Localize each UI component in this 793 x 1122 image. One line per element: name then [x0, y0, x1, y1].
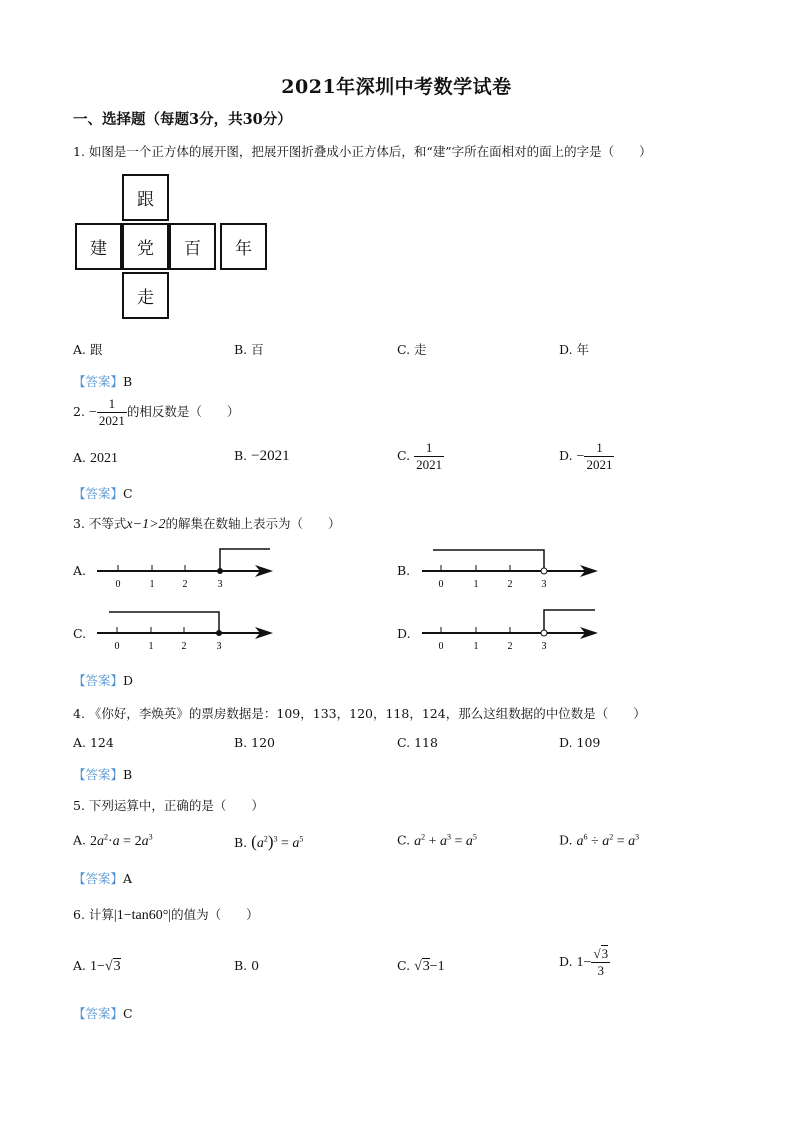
question-2-stem — [73, 396, 239, 429]
q3-answer: 【答案】D — [73, 673, 134, 688]
answer-value: B — [123, 374, 133, 389]
q1-option-a: A. 跟 — [73, 342, 103, 357]
q3-option-b-label: B. — [397, 563, 411, 578]
q5-option-b: B. $(a^2)^3 = a^5$ — [234, 832, 304, 851]
question-1-stem: 1. 如图是一个正方体的展开图，把展开图折叠成小正方体后，和“建”字所在面相对的面上的字是（ ） — [73, 144, 652, 159]
q1-option-d: D. 年 — [559, 342, 590, 357]
q2-answer: 【答案】C — [73, 486, 133, 501]
q2-option-b: B. −2021 — [234, 448, 290, 464]
net-cell-right2: 年 — [220, 223, 267, 270]
q2-option-d: D. − $\frac{1}{2021}$ — [559, 440, 613, 472]
page-title: 2021年深圳中考数学试卷 — [281, 76, 512, 98]
section-heading: 一、选择题（每题3分，共30分） — [73, 111, 292, 128]
cube-net-diagram — [75, 174, 270, 322]
number-line-a — [95, 545, 280, 593]
svg-text:2: 2 — [182, 579, 188, 590]
svg-text:0: 0 — [114, 641, 120, 652]
net-cell-left: 建 — [75, 223, 122, 270]
q1-answer — [73, 372, 132, 390]
svg-text:1: 1 — [148, 641, 154, 652]
number-line-d — [420, 607, 605, 655]
stem-text: 的相反数是（ ） — [126, 404, 240, 419]
q6-option-d: D. 1− $\frac{√3}{3}$ — [559, 946, 609, 978]
q6-option-c: C. √3−1 — [397, 958, 445, 974]
question-4-stem: 4. 《你好，李焕英》的票房数据是：109，133，120，118，124，那么这组数据的中位数是（ ） — [73, 706, 646, 721]
q6-answer: 【答案】C — [73, 1006, 133, 1021]
svg-text:0: 0 — [115, 579, 121, 590]
q2-option-a: A. 2021 — [73, 450, 118, 466]
svg-text:2: 2 — [181, 641, 187, 652]
question-5-stem: 5. 下列运算中，正确的是（ ） — [73, 798, 264, 813]
q5-answer: 【答案】A — [73, 871, 133, 886]
q6-option-a: A. 1−√3 — [73, 958, 121, 974]
net-cell-bottom: 走 — [122, 272, 169, 319]
number-line-c — [95, 607, 280, 655]
q4-option-d: D. 109 — [559, 735, 601, 750]
svg-text:2: 2 — [507, 641, 513, 652]
q3-option-d-label: D. — [397, 626, 411, 641]
q-number: 2. — [73, 404, 85, 419]
net-cell-top: 跟 — [122, 174, 169, 221]
svg-text:1: 1 — [473, 579, 479, 590]
q2-option-c: C. $\frac{1}{2021}$ — [397, 440, 443, 472]
svg-text:0: 0 — [438, 641, 444, 652]
svg-text:3: 3 — [216, 641, 222, 652]
svg-text:1: 1 — [149, 579, 155, 590]
q3-option-c-label: C. — [73, 626, 87, 641]
minus-sign: − — [88, 405, 97, 420]
svg-text:0: 0 — [438, 579, 444, 590]
svg-text:1: 1 — [473, 641, 479, 652]
net-cell-center: 党 — [122, 223, 169, 270]
answer-label: 【答案】 — [73, 374, 124, 389]
q4-option-c: C. 118 — [397, 735, 438, 750]
svg-text:3: 3 — [541, 579, 547, 590]
q4-option-a: A. 124 — [73, 735, 114, 750]
q1-option-b: B. 百 — [234, 342, 264, 357]
svg-text:3: 3 — [541, 641, 547, 652]
q5-option-d: D. $a^6 \div a^2 = a^3$ — [559, 832, 640, 849]
fraction: $\frac{1}{2021}$ — [98, 396, 125, 428]
svg-text:3: 3 — [217, 579, 223, 590]
q5-option-a: A. $2a^2\cdot a = 2a^3$ — [73, 832, 153, 849]
q1-option-c: C. 走 — [397, 342, 427, 357]
svg-text:2: 2 — [507, 579, 513, 590]
question-6-stem: 6. 计算|1−tan60°|的值为（ ） — [73, 907, 259, 923]
q6-option-b: B. 0 — [234, 958, 260, 973]
q3-option-a-label: A. — [73, 563, 87, 578]
q4-option-b: B. 120 — [234, 735, 275, 750]
question-3-stem: 3. 不等式x−1>2的解集在数轴上表示为（ ） — [73, 516, 341, 532]
number-line-b — [420, 545, 605, 593]
net-cell-right1: 百 — [169, 223, 216, 270]
q4-answer: 【答案】B — [73, 767, 133, 782]
q5-option-c: C. $a^2 + a^3 = a^5$ — [397, 832, 477, 849]
